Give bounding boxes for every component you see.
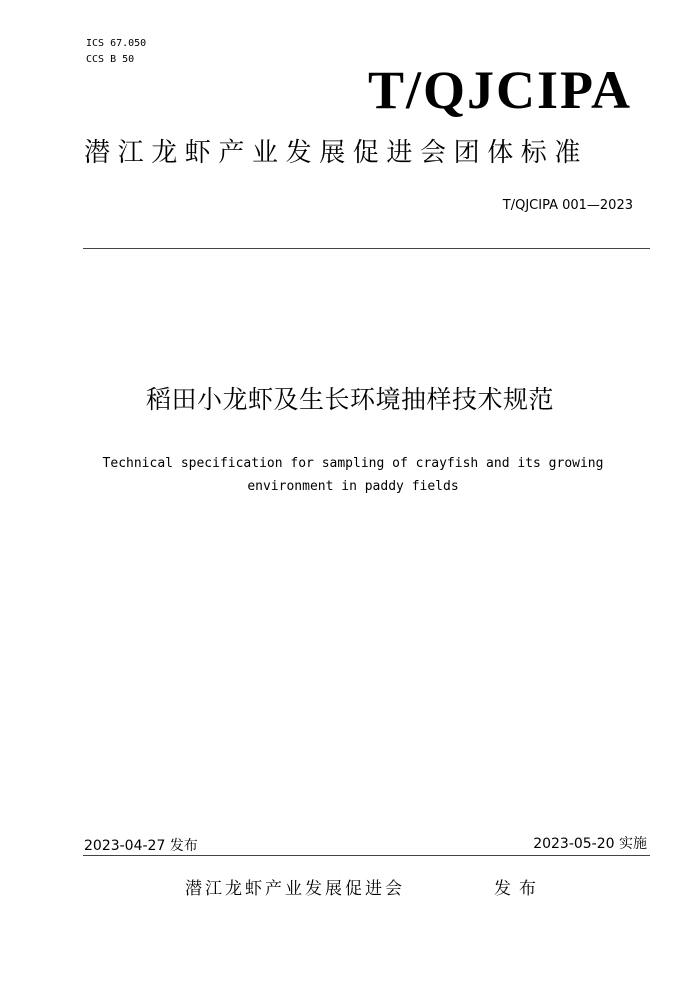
organization-standard-title: 潜江龙虾产业发展促进会团体标准 [84,138,589,168]
document-title-chinese: 稻田小龙虾及生长环境抽样技术规范 [145,385,554,414]
document-title-english [0,452,700,498]
ics-code: ICS 67.050 [86,38,147,49]
publisher-name: 潜江龙虾产业发展促进会 [185,879,405,899]
english-title-line-2: environment in paddy fields [247,479,459,494]
publish-label: 发布 [494,879,544,899]
english-title-line-1: Technical specification for sampling of crayfish and its growing [102,456,604,471]
ccs-code: CCS B 50 [86,54,135,65]
top-divider [83,248,650,249]
standard-number: T/QJCIPA 001—2023 [502,198,633,213]
standard-logo: T/QJCIPA [367,60,632,120]
classification-codes [86,36,146,68]
implementation-date: 2023-05-20 实施 [533,836,647,852]
issue-date: 2023-04-27 发布 [84,838,198,854]
bottom-divider [83,855,650,856]
